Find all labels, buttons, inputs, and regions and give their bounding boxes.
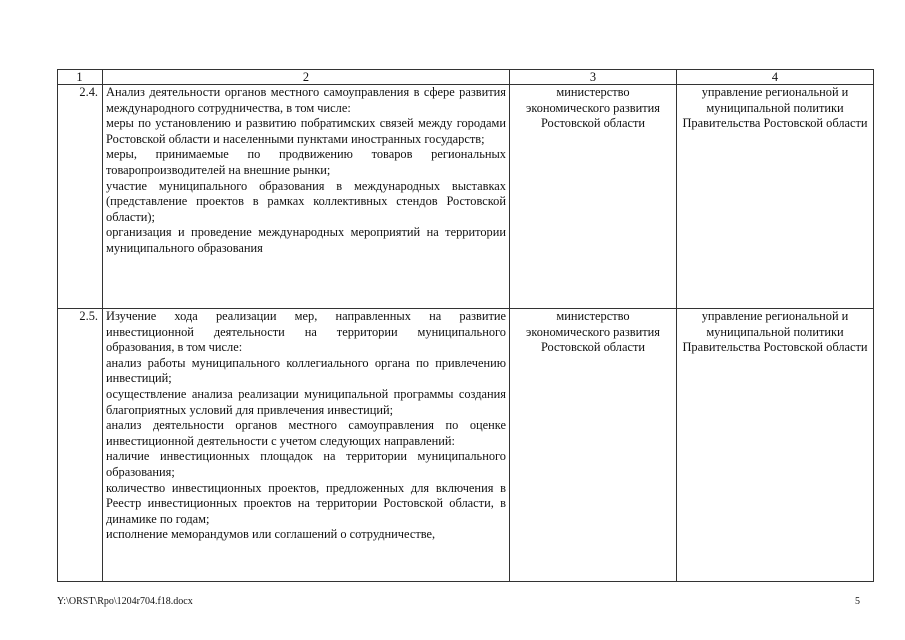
- paragraph: Изучение хода реализации мер, направленных на развитие инвестиционной деятельности на территории муниципального образования, в том числе:: [106, 309, 506, 355]
- paragraph: меры по установлению и развитию побратимских связей между городами Ростовской области и населенными пунктами иностранных государств;: [106, 116, 506, 146]
- row-number: 2.5.: [58, 309, 103, 582]
- row-number: 2.4.: [58, 85, 103, 309]
- coordinating-department: управление региональной и муниципальной политики Правительства Ростовской области: [677, 309, 874, 582]
- paragraph: меры, принимаемые по продвижению товаров региональных товаропроизводителей на внешние рынки;: [106, 147, 506, 177]
- paragraph: исполнение меморандумов или соглашений о сотрудничестве,: [106, 527, 436, 542]
- paragraph: количество инвестиционных проектов, предложенных для включения в Реестр инвестиционных проектов на территории Ростовской области, в динамике по годам;: [106, 480, 506, 526]
- paragraph: участие муниципального образования в международных выставках (представление проектов в рамках коллективных стендов Ростовской области);: [106, 178, 506, 224]
- paragraph: анализ работы муниципального коллегиального органа по привлечению инвестиций;: [106, 355, 506, 386]
- page-number: 5: [855, 596, 860, 607]
- table-row: [58, 309, 874, 582]
- paragraph: организация и проведение международных мероприятий на территории муниципального образования: [106, 225, 506, 255]
- header-col-1: 1: [58, 70, 103, 85]
- table-header-row: [58, 70, 874, 85]
- header-col-3: 3: [510, 70, 677, 85]
- paragraph: анализ деятельности органов местного самоуправления по оценке инвестиционной деятельности с учетом следующих направлений:: [106, 418, 506, 448]
- header-col-4: 4: [677, 70, 874, 85]
- header-col-2: 2: [103, 70, 510, 85]
- paragraph: осуществление анализа реализации муниципальной программы создания благоприятных условий для привлечения инвестиций;: [106, 386, 506, 417]
- paragraph: наличие инвестиционных площадок на территории муниципального образования;: [106, 449, 506, 479]
- paragraph: Анализ деятельности органов местного самоуправления в сфере развития международного сотрудничества, в том числе:: [106, 85, 506, 115]
- row-description: [103, 309, 510, 582]
- footer-file-path: Y:\ORST\Rpo\1204r704.f18.docx: [57, 596, 193, 607]
- document-table: [57, 69, 874, 582]
- responsible-ministry: министерство экономического развития Ростовской области: [510, 309, 677, 582]
- coordinating-department: управление региональной и муниципальной политики Правительства Ростовской области: [677, 85, 874, 309]
- row-description: [103, 85, 510, 309]
- responsible-ministry: министерство экономического развития Ростовской области: [510, 85, 677, 309]
- cell-content: [106, 309, 506, 581]
- table-row: [58, 85, 874, 309]
